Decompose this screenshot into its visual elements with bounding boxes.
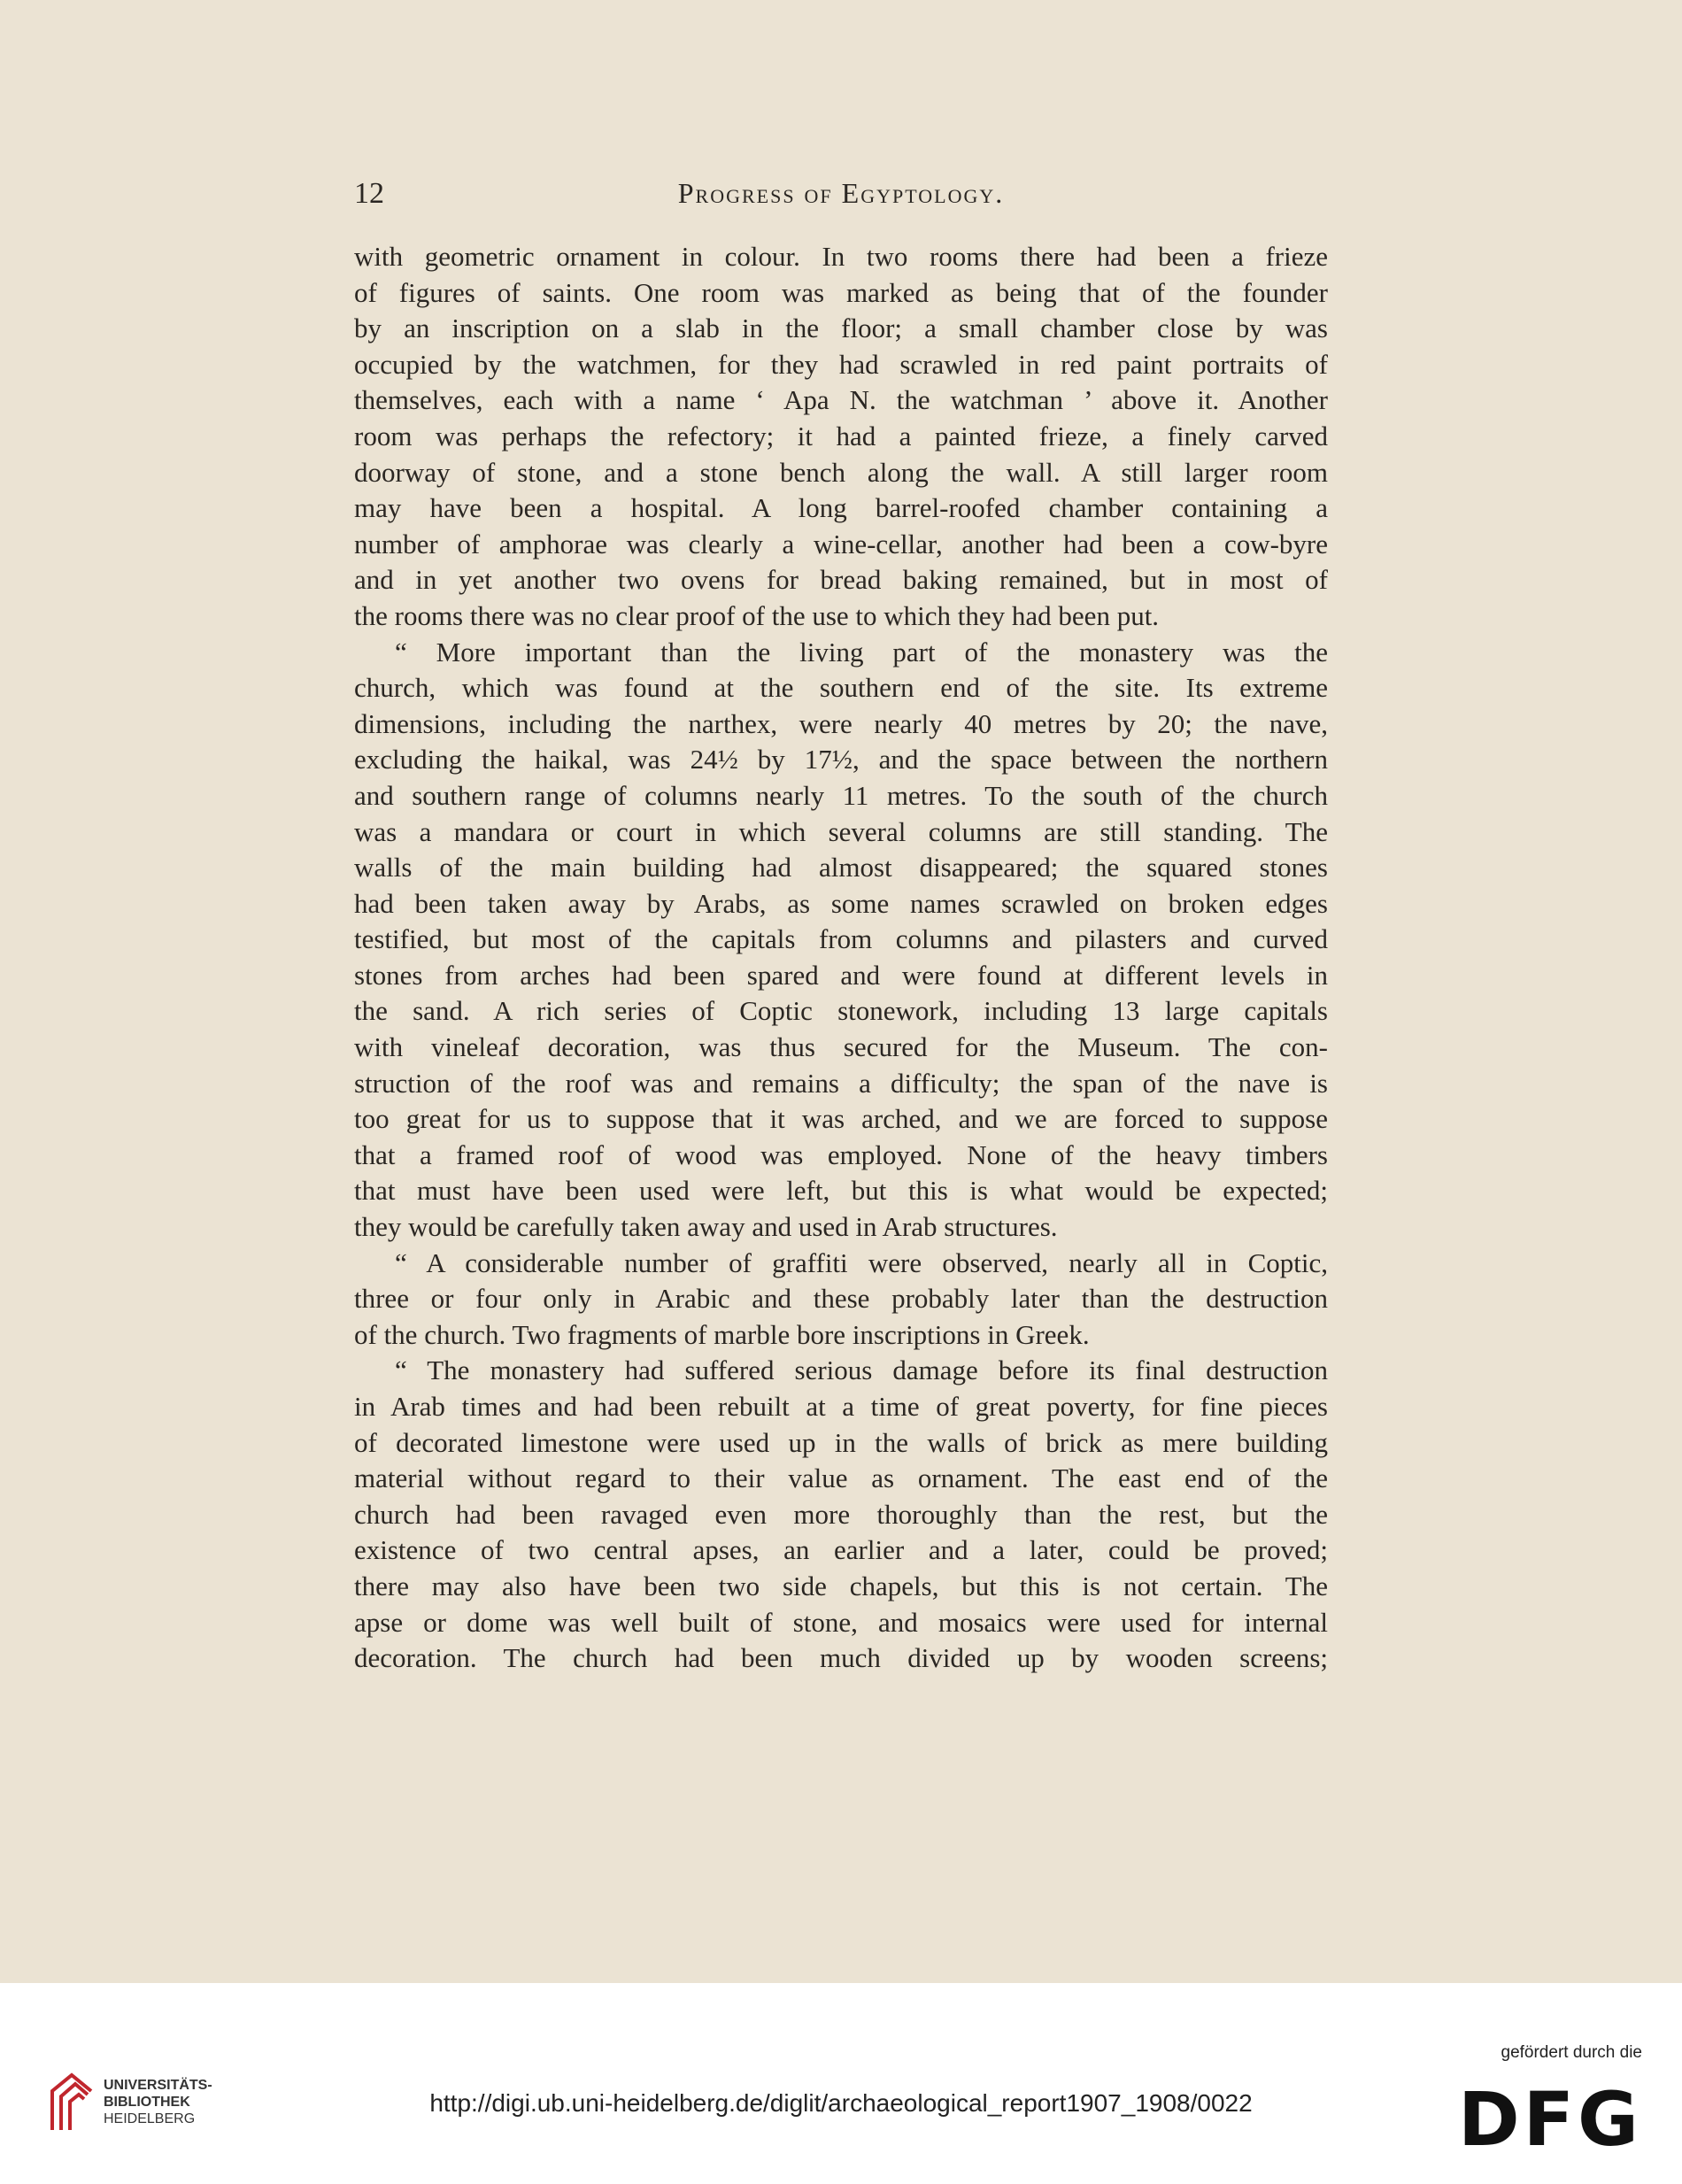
library-name-line: UNIVERSITÄTS- [104,2078,212,2093]
text-line: themselves, each with a name ‘ Apa N. the watchman ’ above it. Another [354,384,1328,416]
text-line: doorway of stone, and a stone bench along the wall. A still larger room [354,456,1328,488]
dfg-logo[interactable]: DFG [1457,2076,1642,2163]
text-line: they would be carefully taken away and used in Arab structures. [354,1211,1058,1243]
text-line: was a mandara or court in which several columns are still standing. The [354,815,1328,847]
text-line: may have been a hospital. A long barrel-roofed chamber containing a [354,492,1328,524]
text-line: and southern range of columns nearly 11 metres. To the south of the church [354,779,1328,811]
text-line: with geometric ornament in colour. In two rooms there had been a frieze [354,241,1328,272]
text-line: church, which was found at the southern end of the site. Its extreme [354,672,1328,704]
text-line: the rooms there was no clear proof of the use to which they had been put. [354,599,1160,631]
body-text [354,239,1328,1677]
text-line: excluding the haikal, was 24½ by 17½, and the space between the northern [354,744,1328,776]
text-line: had been taken away by Arabs, as some names scrawled on broken edges [354,887,1328,919]
text-line: “ The monastery had suffered serious damage before its final destruction [395,1354,1328,1386]
text-line: church had been ravaged even more thoroughly than the rest, but the [354,1498,1328,1530]
text-line: “ More important than the living part of the monastery was the [395,636,1328,668]
text-line: number of amphorae was clearly a wine-cellar, another had been a cow-byre [354,528,1328,560]
text-line: of figures of saints. One room was marked as being that of the founder [354,276,1328,308]
text-line: room was perhaps the refectory; it had a painted frieze, a finely carved [354,420,1328,451]
text-line: existence of two central apses, an earlier and a later, could be proved; [354,1534,1328,1566]
text-line: with vineleaf decoration, was thus secured for the Museum. The con- [354,1031,1328,1063]
text-line: the sand. A rich series of Coptic stonework, including 13 large capitals [354,995,1328,1027]
text-line: dimensions, including the narthex, were nearly 40 metres by 20; the nave, [354,707,1328,739]
text-line: “ A considerable number of graffiti were observed, nearly all in Coptic, [395,1246,1328,1278]
text-line: walls of the main building had almost disappeared; the squared stones [354,852,1328,884]
text-line: in Arab times and had been rebuilt at a time of great poverty, for fine pieces [354,1391,1328,1422]
text-line: struction of the roof was and remains a difficulty; the span of the nave is [354,1067,1328,1099]
viewer-footer [0,1983,1682,2184]
text-line: and in yet another two ovens for bread baking remained, but in most of [354,564,1328,596]
page-number: 12 [354,177,384,210]
text-line: stones from arches had been spared and were found at different levels in [354,959,1328,991]
page-header [354,177,1328,230]
text-line: occupied by the watchmen, for they had scrawled in red paint portraits of [354,348,1328,380]
library-name-line: HEIDELBERG [104,2111,196,2126]
text-line: too great for us to suppose that it was arched, and we are forced to suppose [354,1103,1328,1135]
text-line: testified, but most of the capitals from columns and pilasters and curved [354,923,1328,955]
running-head: Progress of Egyptology. [677,177,1005,209]
permalink-url[interactable]: http://digi.ub.uni-heidelberg.de/diglit/archaeological_report1907_1908/0022 [429,2089,1253,2117]
text-line: there may also have been two side chapels, but this is not certain. The [354,1570,1328,1601]
text-line: of the church. Two fragments of marble bore inscriptions in Greek. [354,1318,1090,1350]
text-line: by an inscription on a slab in the floor; a small chamber close by was [354,313,1328,344]
text-line: material without regard to their value as ornament. The east end of the [354,1462,1328,1494]
text-line: that a framed roof of wood was employed. None of the heavy timbers [354,1138,1328,1170]
text-line: decoration. The church had been much divided up by wooden screens; [354,1642,1328,1674]
text-line: three or four only in Arabic and these probably later than the destruction [354,1283,1328,1315]
library-name-line: BIBLIOTHEK [104,2095,190,2110]
funded-by-label: gefördert durch die [1501,2043,1642,2062]
text-line: that must have been used were left, but this is what would be expected; [354,1175,1328,1207]
text-line: of decorated limestone were used up in the walls of brick as mere building [354,1426,1328,1458]
text-line: apse or dome was well built of stone, and mosaics were used for internal [354,1606,1328,1638]
